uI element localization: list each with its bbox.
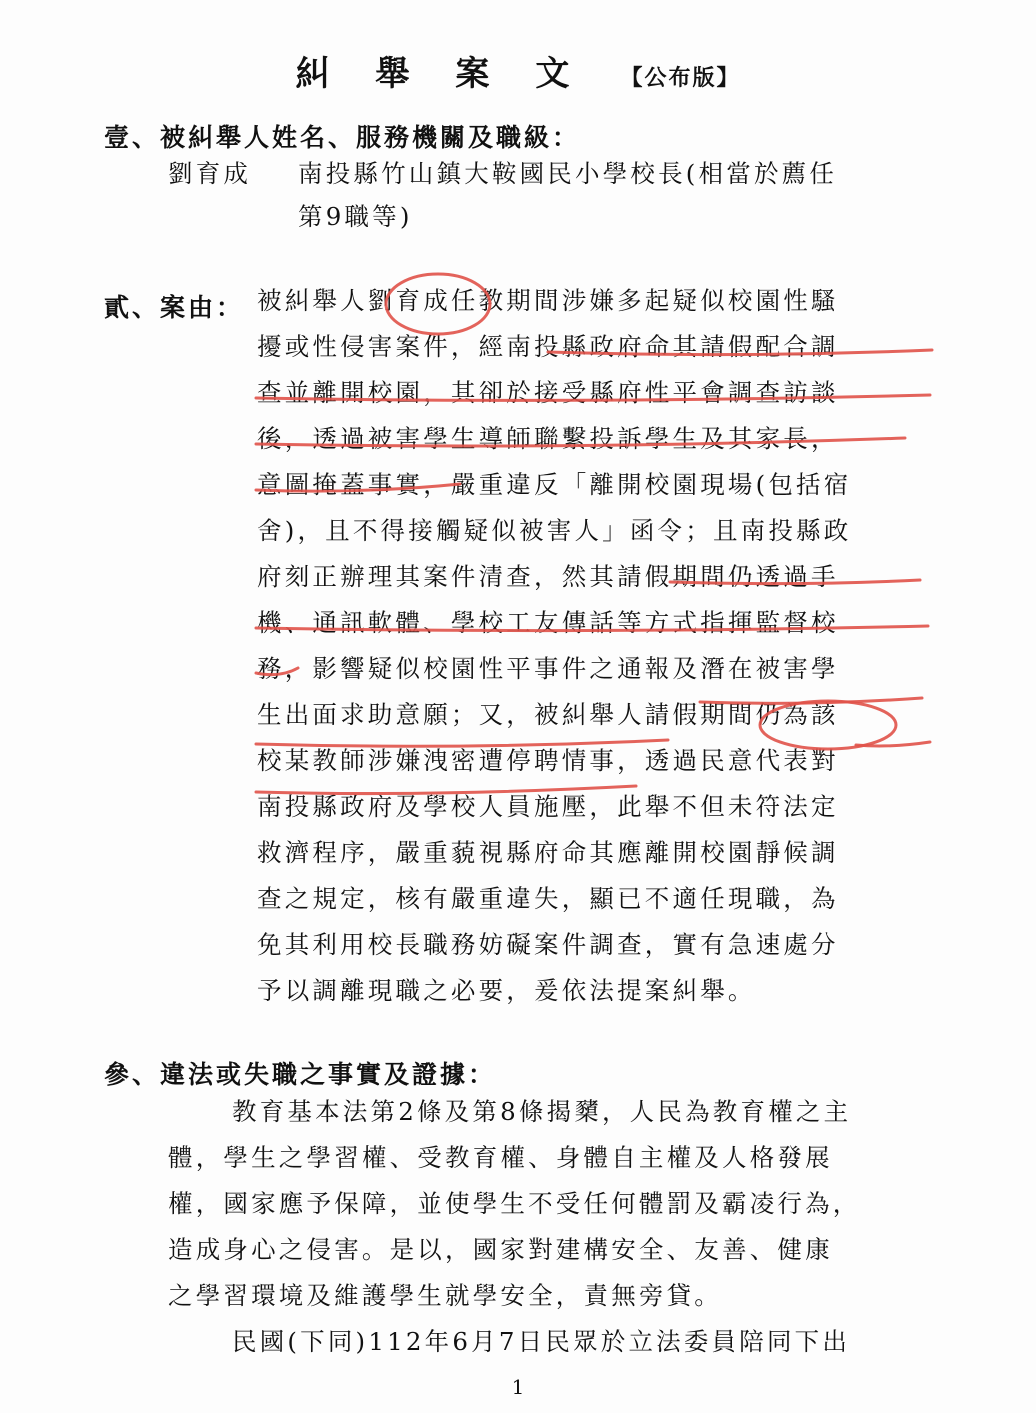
facts-line: 之學習環境及維護學生就學安全，責無旁貸。 [168, 1281, 722, 1310]
case-line: 擾或性侵害案件，經南投縣政府命其請假配合調 [257, 332, 839, 361]
case-line: 南投縣政府及學校人員施壓，此舉不但未符法定 [257, 792, 839, 821]
accused-name: 劉育成 [168, 159, 252, 188]
case-line: 意圖掩蓋事實，嚴重違反「離開校園現場(包括宿 [257, 470, 852, 499]
facts-line: 造成身心之侵害。是以，國家對建構安全、友善、健康 [168, 1235, 833, 1264]
facts-line: 權，國家應予保障，並使學生不受任何體罰及霸凌行為， [168, 1189, 861, 1218]
case-line: 生出面求助意願；又，被糾舉人請假期間仍為該 [257, 700, 839, 729]
case-line: 救濟程序，嚴重藐視縣府命其應離開校園靜候調 [257, 838, 839, 867]
case-line: 查並離開校園，其卻於接受縣府性平會調查訪談 [257, 378, 839, 407]
case-line: 務，影響疑似校園性平事件之通報及潛在被害學 [257, 654, 839, 683]
facts-line: 體，學生之學習權、受教育權、身體自主權及人格發展 [168, 1143, 833, 1172]
case-line: 查之規定，核有嚴重違失，顯已不適任現職，為 [257, 884, 839, 913]
accused-position-line1: 南投縣竹山鎮大鞍國民小學校長(相當於薦任 [298, 159, 838, 188]
facts-line: 教育基本法第2條及第8條揭櫫，人民為教育權之主 [232, 1097, 852, 1126]
case-line: 免其利用校長職務妨礙案件調查，實有急速處分 [257, 930, 839, 959]
accused-position-line2: 第9職等) [298, 202, 413, 231]
case-line: 機、通訊軟體、學校工友傳話等方式指揮監督校 [257, 608, 839, 637]
case-line: 後，透過被害學生導師聯繫投訴學生及其家長， [257, 424, 839, 453]
title-version-tag: 【公布版】 [620, 65, 741, 91]
section3-heading: 參、違法或失職之事實及證據： [104, 1060, 497, 1089]
case-line: 校某教師涉嫌洩密遭停聘情事，透過民意代表對 [257, 746, 839, 775]
section1-heading: 壹、被糾舉人姓名、服務機關及職級： [104, 123, 581, 152]
document-title [0, 46, 1036, 95]
case-line: 被糾舉人劉育成任教期間涉嫌多起疑似校園性騷 [257, 286, 839, 315]
title-main: 糾舉案文 [295, 54, 616, 94]
page-number: 1 [511, 1375, 525, 1399]
underline-mark [856, 742, 930, 746]
case-line: 予以調離現職之必要，爰依法提案糾舉。 [257, 976, 756, 1005]
section2-heading: 貳、案由： [104, 293, 245, 322]
case-line: 舍)，且不得接觸疑似被害人」函令；且南投縣政 [257, 516, 852, 545]
facts-line: 民國(下同)112年6月7日民眾於立法委員陪同下出 [232, 1327, 851, 1356]
case-line: 府刻正辦理其案件清查，然其請假期間仍透過手 [257, 562, 839, 591]
